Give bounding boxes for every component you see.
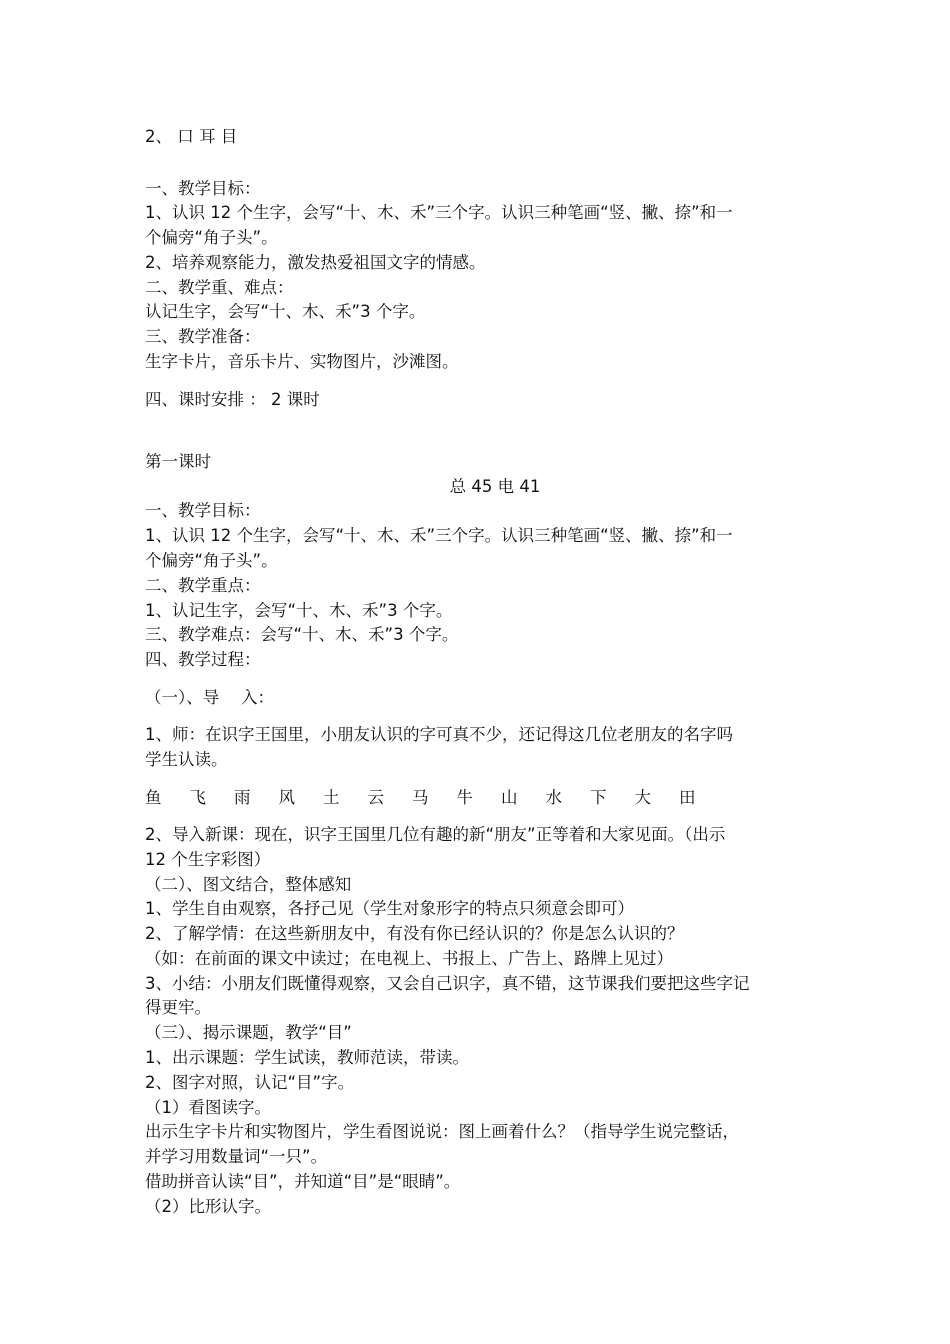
old-char: 下	[590, 788, 607, 807]
step3-2-1-line-a: 出示生字卡片和实物图片，学生看图说说：图上画着什么？（指导学生说完整话，	[145, 1122, 739, 1141]
period-code: 总 45 电 41	[449, 477, 541, 496]
old-char: 鱼	[145, 788, 162, 807]
step3-2-1-line-b: 并学习用数量词“一只”。	[145, 1147, 328, 1166]
period-key-text: 1、认记生字，会写“十、木、禾”3 个字。	[145, 601, 453, 620]
step1-2-line-a: 2、导入新课：现在，识字王国里几位有趣的新“朋友”正等着和大家见面。（出示	[145, 825, 726, 844]
step2-2-example: （如：在前面的课文中读过；在电视上、书报上、广告上、路牌上见过）	[145, 949, 673, 968]
period-goals-heading: 一、教学目标：	[145, 501, 261, 520]
step2-2: 2、了解学情：在这些新朋友中，有没有你已经认识的？你是怎么认识的？	[145, 924, 684, 943]
period-key-heading: 二、教学重点：	[145, 576, 261, 595]
old-char: 飞	[189, 788, 206, 807]
old-char: 马	[412, 788, 429, 807]
step3-2: 2、图字对照，认记“目”字。	[145, 1073, 355, 1092]
step3-2-1-line-c: 借助拼音认读“目”，并知道“目”是“眼睛”。	[145, 1172, 461, 1191]
step1-heading: （一）、导 入：	[145, 688, 274, 707]
lesson-title: 2、 口 耳 目	[145, 127, 238, 146]
step1-1-line-a: 1、师：在识字王国里，小朋友认识的字可真不少，还记得这几位老朋友的名字吗	[145, 725, 733, 744]
prep-text: 生字卡片，音乐卡片、实物图片，沙滩图。	[145, 352, 459, 371]
goal1-line-b: 个偏旁“角子头”。	[145, 228, 278, 247]
old-char: 牛	[456, 788, 473, 807]
process-heading: 四、教学过程：	[145, 650, 261, 669]
old-char: 田	[679, 788, 696, 807]
step2-3-line-a: 3、小结：小朋友们既懂得观察，又会自己识字，真不错，这节课我们要把这些字记	[145, 974, 750, 993]
period-title: 第一课时	[145, 452, 211, 471]
goals-heading: 一、教学目标：	[145, 179, 261, 198]
old-char: 水	[545, 788, 562, 807]
period-difficult: 三、教学难点：会写“十、木、禾”3 个字。	[145, 625, 459, 644]
step3-1: 1、出示课题：学生试读，教师范读，带读。	[145, 1048, 469, 1067]
period-goal1-line-a: 1、认识 12 个生字，会写“十、木、禾”三个字。认识三种笔画“竖、撇、捺”和一	[145, 526, 733, 545]
step2-1: 1、学生自由观察，各抒己见（学生对象形字的特点只须意会即可）	[145, 899, 634, 918]
old-char: 山	[501, 788, 518, 807]
period-goal1-line-b: 个偏旁“角子头”。	[145, 551, 278, 570]
key-heading: 二、教学重、难点：	[145, 278, 294, 297]
step1-2-line-b: 12 个生字彩图）	[145, 850, 271, 869]
old-char: 土	[323, 788, 340, 807]
step3-2-1: （1）看图读字。	[145, 1098, 271, 1117]
old-char: 雨	[234, 788, 251, 807]
goal1-line-a: 1、认识 12 个生字，会写“十、木、禾”三个字。认识三种笔画“竖、撇、捺”和一	[145, 203, 733, 222]
old-char: 大	[634, 788, 651, 807]
step1-1-line-b: 学生认读。	[145, 750, 228, 769]
old-chars-row	[145, 786, 724, 810]
key-text: 认记生字，会写“十、木、禾”3 个字。	[145, 302, 426, 321]
step3-heading: （三）、揭示课题，教学“目”	[145, 1023, 352, 1042]
old-char: 风	[278, 788, 295, 807]
step2-heading: （二）、图文结合，整体感知	[145, 875, 352, 894]
old-char: 云	[367, 788, 384, 807]
schedule: 四、课时安排 ： 2 课时	[145, 390, 320, 409]
step3-2-2: （2）比形认字。	[145, 1197, 271, 1216]
goal2: 2、培养观察能力，激发热爱祖国文字的情感。	[145, 253, 486, 272]
step2-3-line-b: 得更牢。	[145, 998, 211, 1017]
prep-heading: 三、教学准备：	[145, 327, 261, 346]
